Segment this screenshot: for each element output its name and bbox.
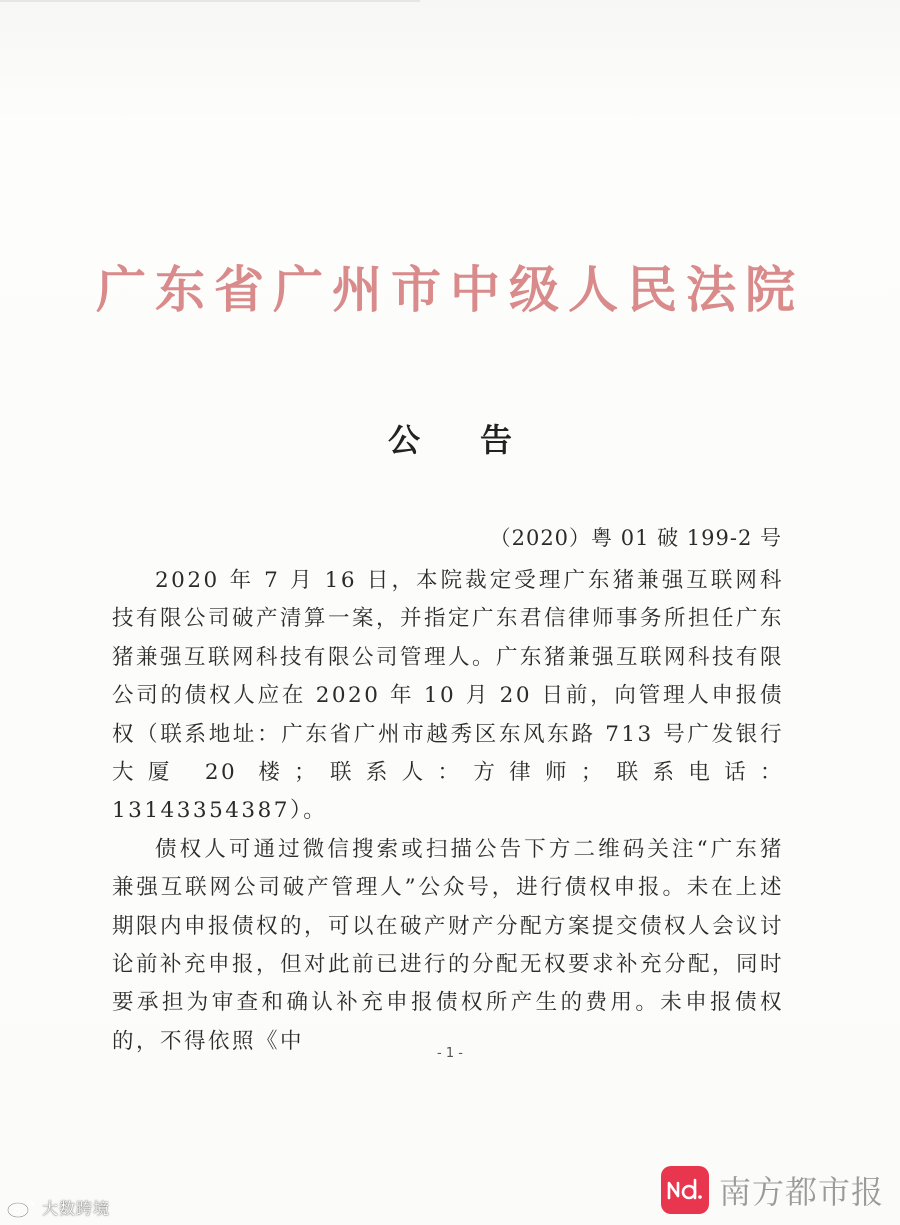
- case-number: （2020）粤 01 破 199-2 号: [489, 526, 782, 550]
- watermark-right: [661, 1166, 884, 1214]
- body-paragraph-1: 2020 年 7 月 16 日，本院裁定受理广东猪兼强互联网科技有限公司破产清算一案，并指定广东君信律师事务所担任广东猪兼强互联网科技有限公司管理人。广东猪兼强互联网科技有限公司的债权人应在 2020 年 10 月 20 日前，向管理人申报债权（联系地址：广东省广州市越秀区东风东路 713 号广发银行大厦 20 楼；联系人：方律师；联系电话：13143354387）。: [112, 568, 785, 824]
- nandu-logo-icon: [661, 1166, 709, 1214]
- notice-title: 公告: [387, 421, 572, 459]
- weibo-icon: [6, 1197, 36, 1219]
- body-paragraph-2: 债权人可通过微信搜索或扫描公告下方二维码关注“广东猪兼强互联网公司破产管理人”公众号，进行债权申报。未在上述期限内申报债权的，可以在破产财产分配方案提交债权人会议讨论前补充申报，但对此前已进行的分配无权要求补充分配，同时要承担为审查和确认补充申报债权所产生的费用。未申报债权的，不得依照《中: [112, 836, 785, 1054]
- page-number: - 1 -: [437, 1046, 463, 1061]
- notice-body: [112, 562, 784, 1061]
- page-top-edge: [0, 0, 420, 2]
- watermark-right-text: 南方都市报: [718, 1173, 884, 1211]
- court-name-header: 广东省广州市中级人民法院: [96, 260, 804, 319]
- watermark-left-text: 大数跨境: [42, 1199, 111, 1218]
- watermark-left: [6, 1196, 110, 1219]
